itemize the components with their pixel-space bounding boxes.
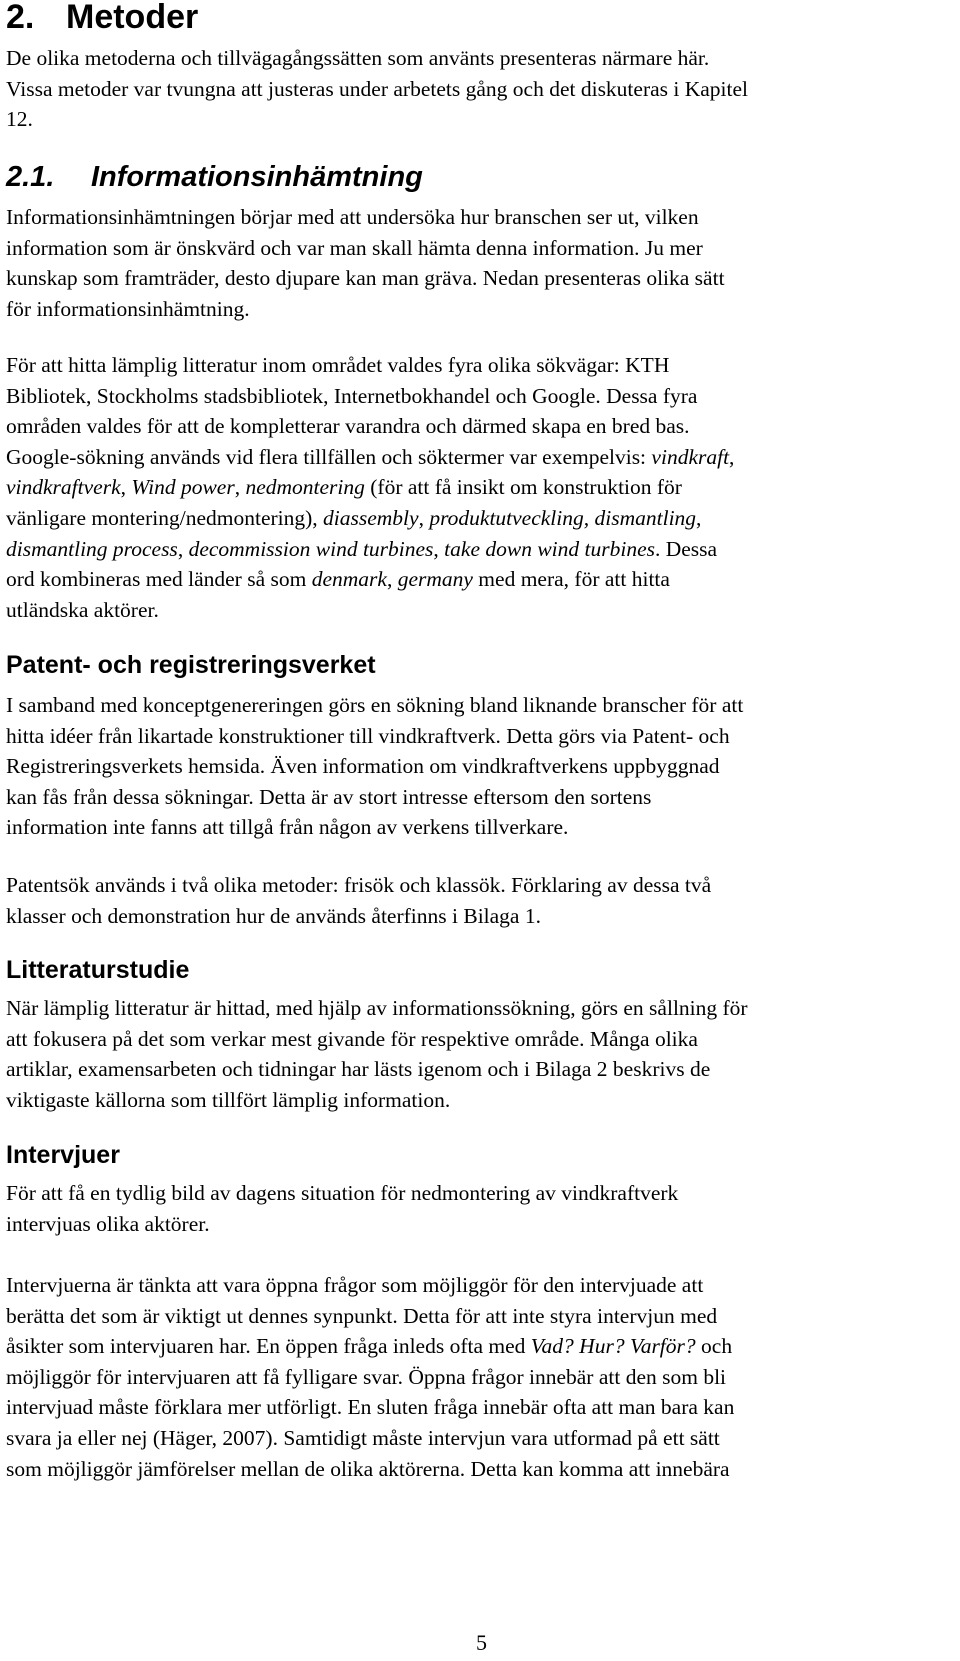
patent-paragraph-1 bbox=[6, 690, 936, 843]
text-run: , bbox=[433, 536, 445, 561]
info-paragraph-2 bbox=[6, 350, 936, 625]
search-term: take down wind turbines bbox=[444, 536, 655, 561]
section-number: 2.1. bbox=[6, 161, 55, 193]
search-term: vindkraft bbox=[651, 444, 730, 469]
text-line: som möjliggör jämförelser mellan de olika aktörerna. Detta kan komma att innebära bbox=[6, 1456, 730, 1481]
text-run: , bbox=[177, 536, 189, 561]
search-term: dismantling process bbox=[6, 536, 178, 561]
chapter-title: Metoder bbox=[66, 0, 199, 36]
text-line: utländska aktörer. bbox=[6, 597, 159, 622]
text-line: De olika metoderna och tillvägagångssätten som använts presenteras närmare här. bbox=[6, 46, 710, 70]
text-line: Registreringsverkets hemsida. Även information om vindkraftverkens uppbyggnad bbox=[6, 754, 720, 779]
text-run: , bbox=[418, 505, 430, 530]
text-line: För att få en tydlig bild av dagens situation för nedmontering av vindkraftverk bbox=[6, 1181, 679, 1205]
text-line: artiklar, examensarbeten och tidningar har lästs igenom och i Bilaga 2 beskrivs de bbox=[6, 1057, 711, 1082]
text-line bbox=[6, 564, 936, 595]
text-line: områden valdes för att de kompletterar varandra och därmed skapa en bred bas. bbox=[6, 414, 690, 439]
search-term: Wind power bbox=[131, 475, 235, 500]
text-line: svara ja eller nej (Häger, 2007). Samtidigt måste intervjun vara utformad på ett sätt bbox=[6, 1425, 720, 1450]
text-line: Vissa metoder var tvungna att justeras under arbetets gång och det diskuteras i Kapitel bbox=[6, 76, 749, 101]
text-run: , bbox=[234, 475, 246, 500]
litteratur-heading: Litteraturstudie bbox=[6, 956, 190, 984]
chapter-heading bbox=[6, 0, 198, 36]
text-run: med mera, för att hitta bbox=[472, 567, 670, 592]
search-term: vindkraftverk bbox=[6, 475, 121, 500]
text-line bbox=[6, 503, 936, 534]
search-term: produktutveckling, dismantling bbox=[429, 505, 697, 530]
patent-paragraph-2 bbox=[6, 870, 936, 931]
text-run: åsikter som intervjuaren har. En öppen fråga inleds ofta med bbox=[6, 1334, 531, 1359]
text-line: intervjuas olika aktörer. bbox=[6, 1211, 210, 1236]
intervjuer-heading: Intervjuer bbox=[6, 1141, 120, 1169]
info-paragraph-1 bbox=[6, 202, 936, 324]
text-line: hitta idéer från likartade konstruktioner till vindkraftverk. Detta görs via Patent- och bbox=[6, 723, 730, 748]
text-run: ord kombineras med länder så som bbox=[6, 567, 312, 592]
text-run: , bbox=[729, 444, 735, 469]
text-run: (för att få insikt om konstruktion för bbox=[364, 475, 682, 500]
section-heading bbox=[6, 160, 423, 194]
search-term: denmark bbox=[311, 567, 387, 592]
text-line: För att hitta lämplig litteratur inom området valdes fyra olika sökvägar: KTH bbox=[6, 353, 670, 377]
page-number: 5 bbox=[476, 1630, 487, 1655]
text-run: , bbox=[120, 475, 132, 500]
text-line: Bibliotek, Stockholms stadsbibliotek, Internetbokhandel och Google. Dessa fyra bbox=[6, 383, 698, 408]
text-line: att fokusera på det som verkar mest givande för respektive område. Många olika bbox=[6, 1026, 698, 1051]
text-line bbox=[6, 442, 936, 473]
litteratur-paragraph bbox=[6, 993, 936, 1115]
example-questions: Vad? Hur? Varför? bbox=[530, 1334, 696, 1359]
text-line: viktigaste källorna som tillfört lämplig information. bbox=[6, 1087, 451, 1112]
text-line: Informationsinhämtningen börjar med att undersöka hur branschen ser ut, vilken bbox=[6, 205, 699, 229]
text-line: för informationsinhämtning. bbox=[6, 296, 250, 321]
text-line bbox=[6, 534, 936, 565]
text-line: Patentsök används i två olika metoder: frisök och klassök. Förklaring av dessa två bbox=[6, 873, 712, 897]
text-line: kunskap som framträder, desto djupare kan man gräva. Nedan presenteras olika sätt bbox=[6, 266, 725, 291]
text-line: klasser och demonstration hur de används återfinns i Bilaga 1. bbox=[6, 903, 541, 928]
text-line: berätta det som är viktigt ut dennes synpunkt. Detta för att inte styra intervjun med bbox=[6, 1303, 718, 1328]
chapter-number: 2. bbox=[6, 0, 35, 36]
text-run: och bbox=[695, 1334, 733, 1359]
section-title: Informationsinhämtning bbox=[91, 161, 423, 193]
search-term: decommission wind turbines bbox=[188, 536, 434, 561]
intervjuer-paragraph-1 bbox=[6, 1178, 936, 1239]
intervjuer-paragraph-2 bbox=[6, 1270, 936, 1484]
text-line: 12. bbox=[6, 107, 33, 132]
text-run: Google-sökning används vid flera tillfällen och söktermer var exempelvis: bbox=[6, 444, 652, 469]
search-term: diassembly bbox=[323, 505, 419, 530]
text-line: När lämplig litteratur är hittad, med hjälp av informationssökning, görs en sållning för bbox=[6, 996, 748, 1020]
search-term: germany bbox=[397, 567, 473, 592]
text-line: I samband med konceptgenereringen görs en sökning bland liknande branscher för att bbox=[6, 693, 744, 717]
text-line: Intervjuerna är tänkta att vara öppna frågor som möjliggör för den intervjuade att bbox=[6, 1273, 704, 1297]
text-run: , bbox=[696, 505, 702, 530]
text-line: kan fås från dessa sökningar. Detta är av stort intresse eftersom den sortens bbox=[6, 784, 652, 809]
text-line: information som är önskvärd och var man skall hämta denna information. Ju mer bbox=[6, 235, 703, 260]
text-run: vänligare montering/nedmontering), bbox=[6, 505, 324, 530]
intro-paragraph bbox=[6, 43, 936, 135]
text-line: intervjuad måste förklara mer utförligt. En sluten fråga innebär ofta att man bara kan bbox=[6, 1395, 735, 1420]
text-run: . Dessa bbox=[654, 536, 718, 561]
patent-heading: Patent- och registreringsverket bbox=[6, 651, 376, 679]
text-line bbox=[6, 472, 936, 503]
search-term: nedmontering bbox=[245, 475, 365, 500]
text-line bbox=[6, 1331, 936, 1362]
text-line: information inte fanns att tillgå från någon av verkens tillverkare. bbox=[6, 815, 569, 840]
text-run: , bbox=[386, 567, 398, 592]
text-line: möjliggör för intervjuaren att få fylligare svar. Öppna frågor innebär att den som bli bbox=[6, 1364, 727, 1389]
